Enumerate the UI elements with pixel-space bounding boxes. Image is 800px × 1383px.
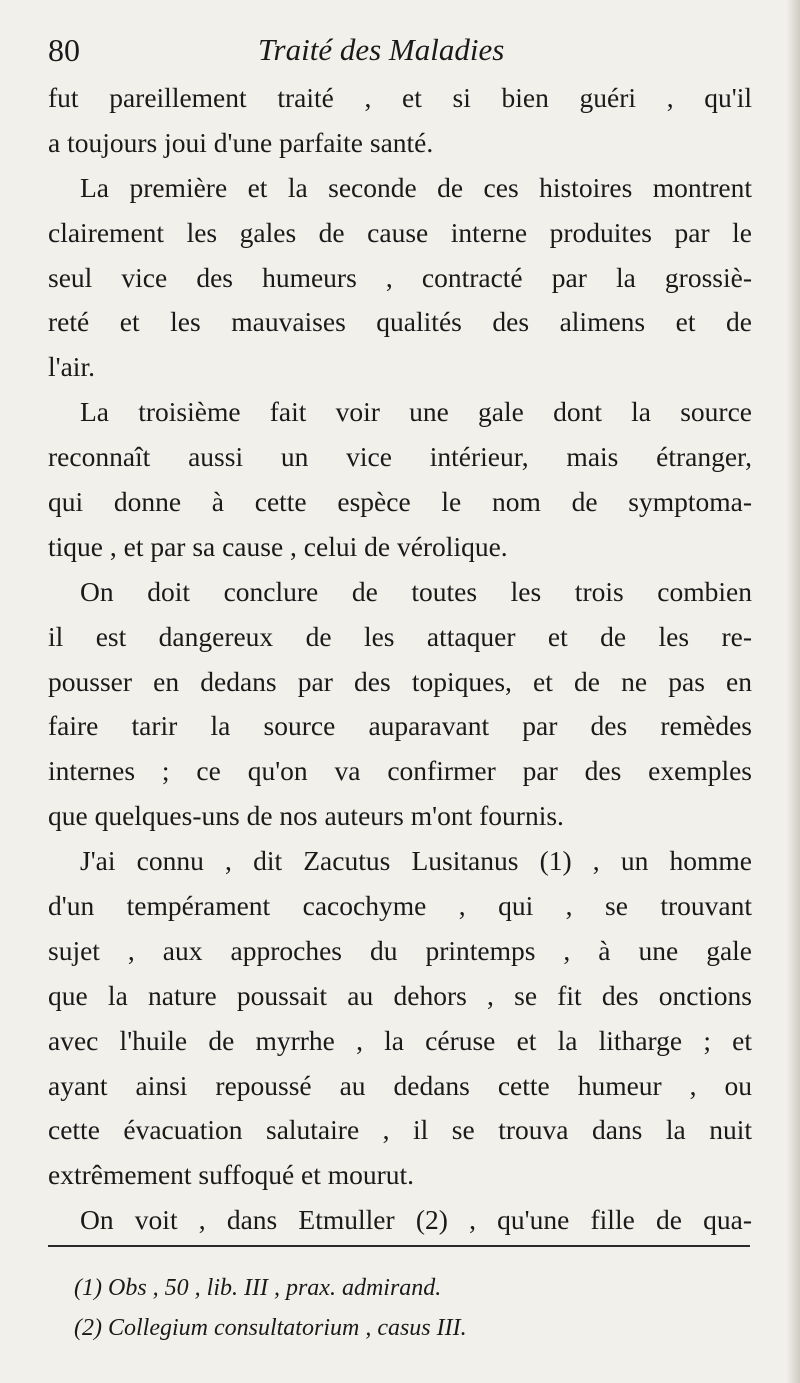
text-line: J'ai connu , dit Zacutus Lusitanus (1) , un homme bbox=[80, 845, 752, 877]
footnotes bbox=[74, 1268, 754, 1348]
text-line: sujet , aux approches du printemps , à une gale bbox=[48, 934, 752, 966]
footnote: (1) Obs , 50 , lib. III , prax. admirand. bbox=[74, 1275, 442, 1301]
page-edge-shadow bbox=[786, 0, 800, 1383]
text-line: que la nature poussait au dehors , se fit des onctions bbox=[48, 979, 752, 1011]
footnote: (2) Collegium consultatorium , casus III. bbox=[74, 1315, 467, 1341]
text-line: internes ; ce qu'on va confirmer par des exemples bbox=[48, 755, 752, 787]
text-line: reconnaît aussi un vice intérieur, mais étranger, bbox=[48, 441, 752, 473]
text-line: fut pareillement traité , et si bien guéri , qu'il bbox=[48, 82, 752, 113]
text-line: reté et les mauvaises qualités des alimens et de bbox=[48, 306, 752, 338]
text-line: l'air. bbox=[48, 351, 95, 383]
text-line: d'un tempérament cacochyme , qui , se trouvant bbox=[48, 890, 752, 922]
text-line: ayant ainsi repoussé au dedans cette humeur , ou bbox=[48, 1069, 752, 1101]
text-line: seul vice des humeurs , contracté par la grossiè- bbox=[48, 261, 752, 293]
text-line: On doit conclure de toutes les trois combien bbox=[80, 575, 752, 607]
footnote-rule bbox=[48, 1245, 750, 1247]
text-line: a toujours joui d'une parfaite santé. bbox=[48, 126, 434, 158]
text-line: avec l'huile de myrrhe , la céruse et la litharge ; et bbox=[48, 1024, 752, 1056]
text-line: La troisième fait voir une gale dont la source bbox=[80, 396, 752, 428]
page-number: 80 bbox=[48, 32, 80, 68]
text-line: extrêmement suffoqué et mourut. bbox=[48, 1159, 415, 1191]
body-text bbox=[48, 76, 752, 1243]
text-line: La première et la seconde de ces histoires montrent bbox=[80, 171, 752, 203]
text-line: tique , et par sa cause , celui de vérolique. bbox=[48, 530, 508, 562]
text-line: clairement les gales de cause interne produites par le bbox=[48, 216, 752, 248]
running-title: Traité des Maladies bbox=[258, 32, 505, 67]
text-line: que quelques-uns de nos auteurs m'ont fournis. bbox=[48, 800, 564, 832]
text-line: qui donne à cette espèce le nom de symptoma- bbox=[48, 486, 752, 518]
text-line: il est dangereux de les attaquer et de les re- bbox=[48, 620, 752, 652]
text-line: pousser en dedans par des topiques, et de ne pas en bbox=[48, 665, 752, 697]
page-header bbox=[48, 24, 748, 72]
text-line: cette évacuation salutaire , il se trouva dans la nuit bbox=[48, 1114, 752, 1146]
text-line: On voit , dans Etmuller (2) , qu'une fille de qua- bbox=[80, 1204, 752, 1236]
text-line: faire tarir la source auparavant par des remèdes bbox=[48, 710, 752, 742]
